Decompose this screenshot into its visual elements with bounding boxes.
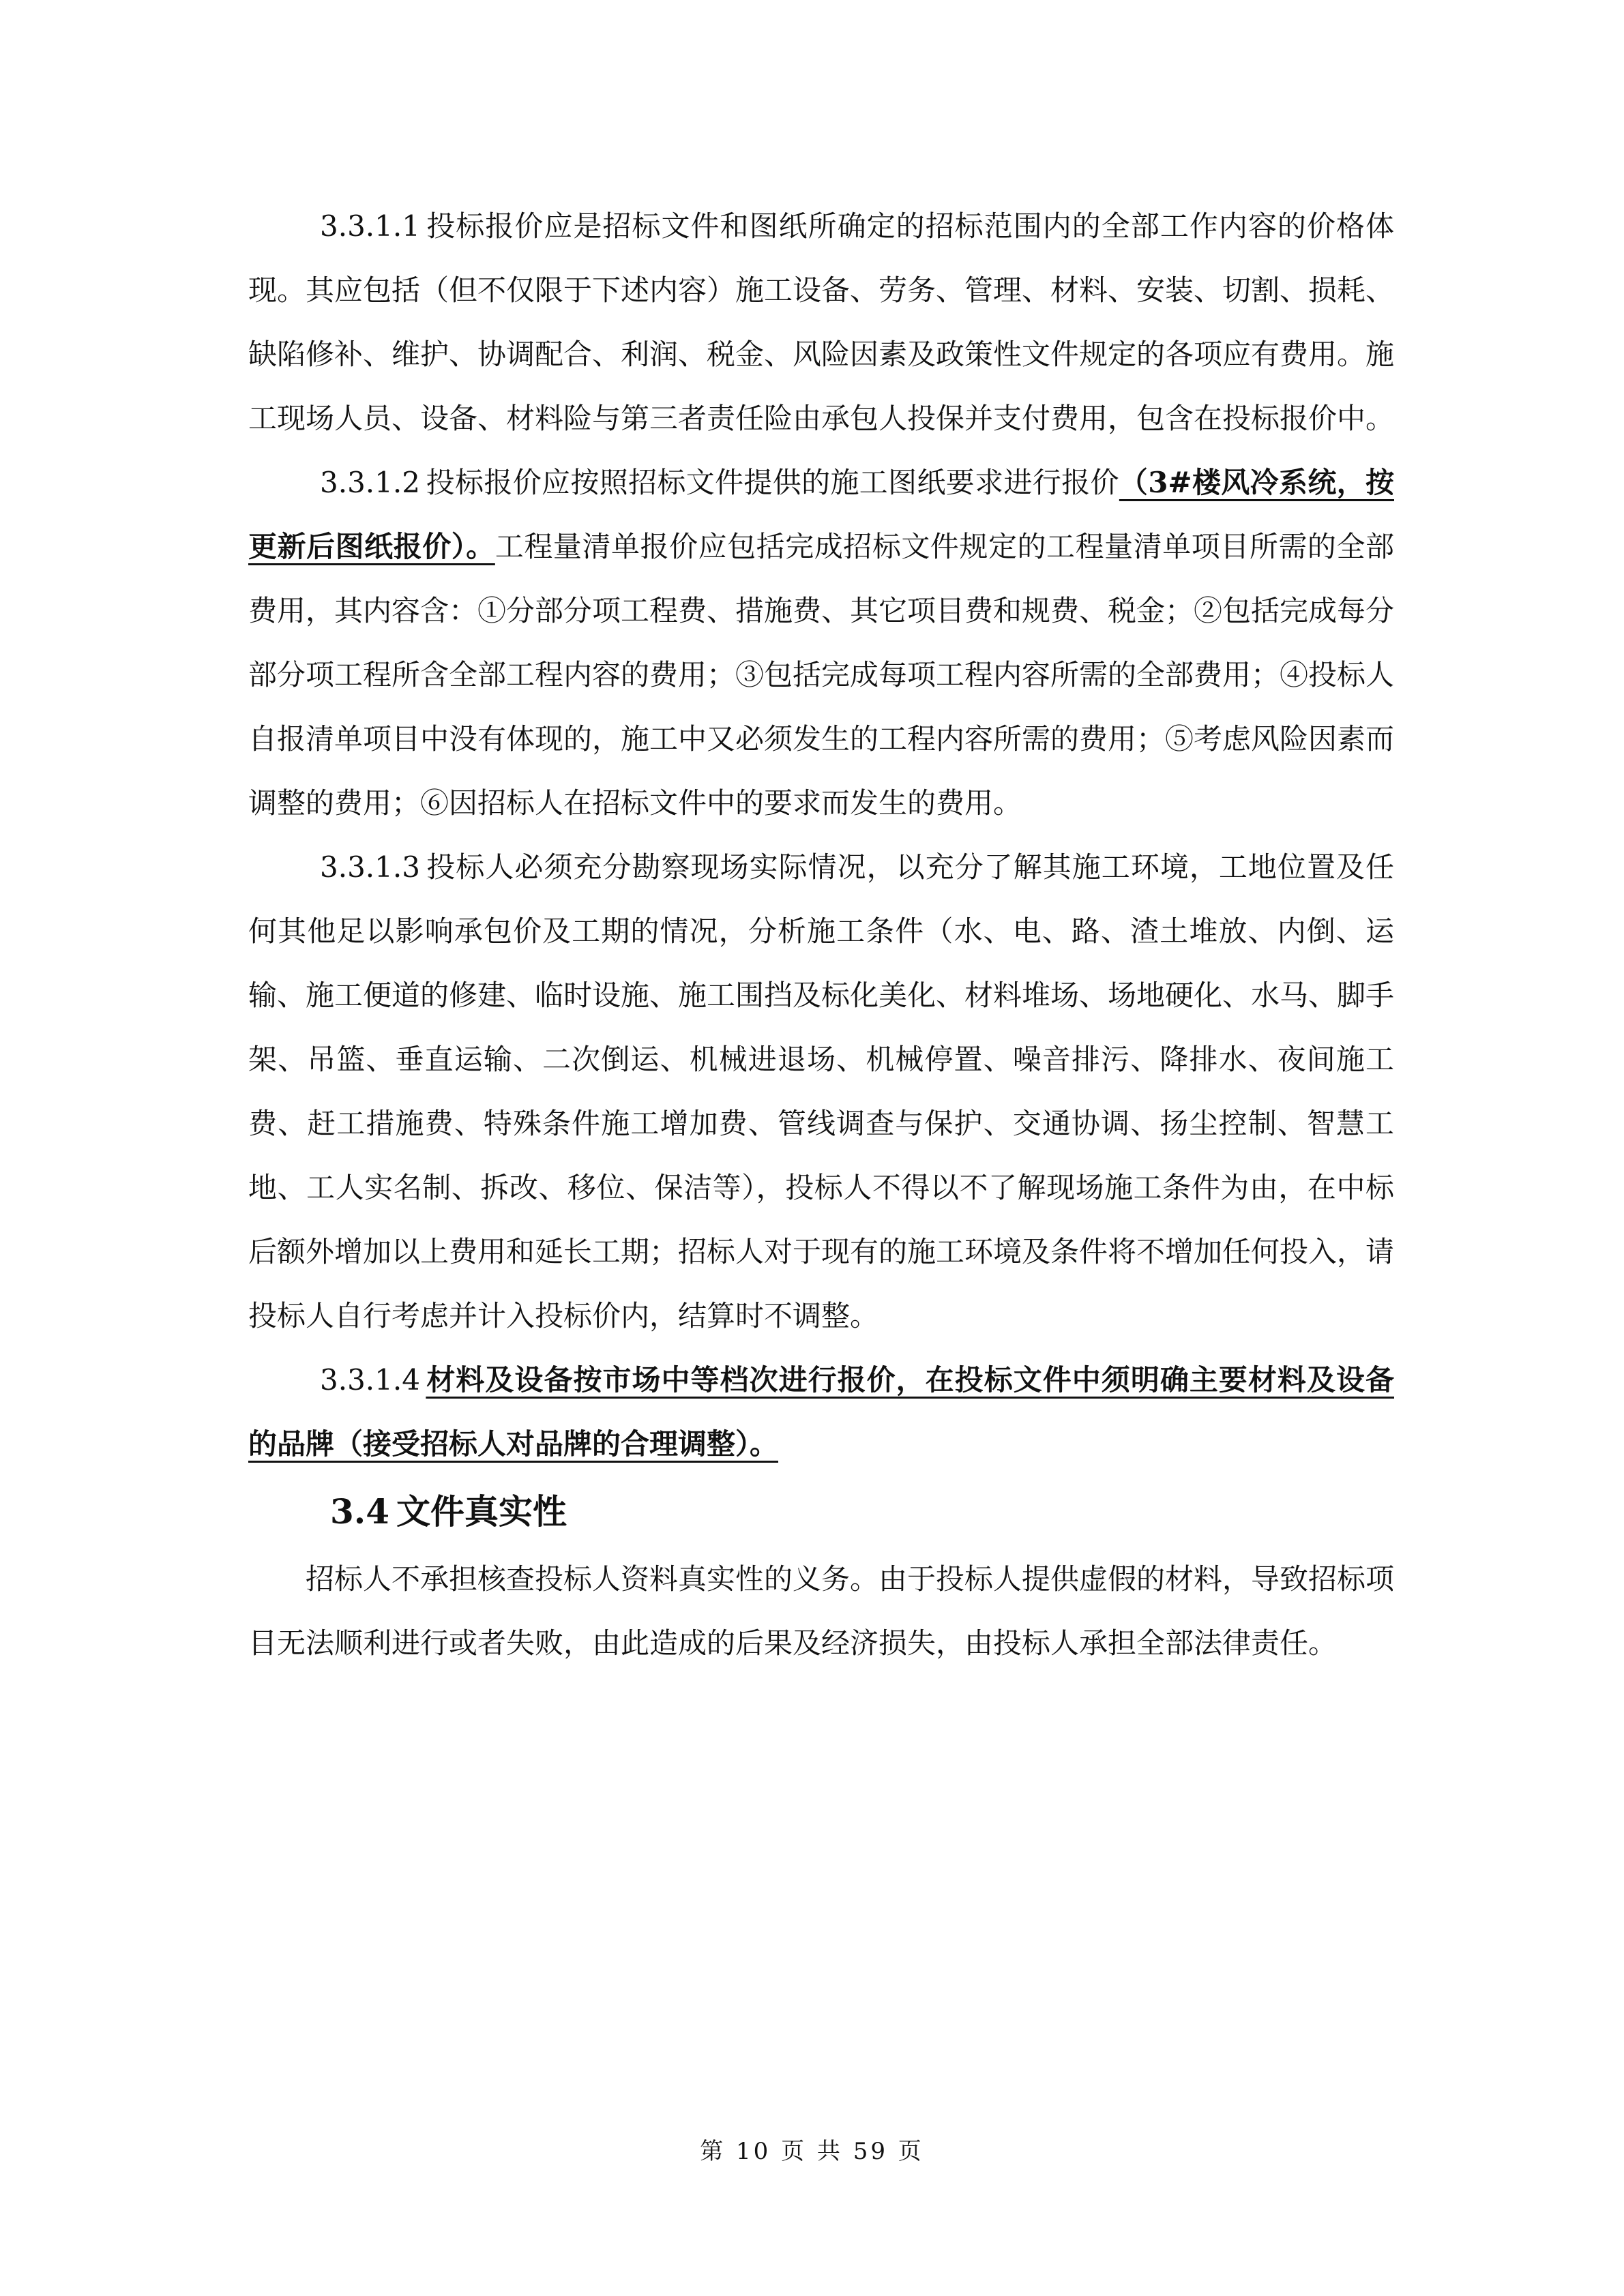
clause-number: 3.3.1.2 [320,466,420,499]
section-title: 文件真实性 [396,1491,567,1532]
paragraph-3-3-1-4 [248,1348,1394,1476]
section-heading [248,1476,1394,1547]
underlined-text: （3#楼风冷系统，按更新后图纸报价）。 [248,466,1394,563]
clause-text: 投标报价应按照招标文件提供的施工图纸要求进行报价 [426,466,1119,499]
paragraph-3-3-1-1 [248,194,1394,451]
clause-number: 3.3.1.4 [320,1363,420,1397]
document-body [248,194,1394,1675]
paragraph-3-3-1-3 [248,835,1394,1348]
underlined-text: 材料及设备按市场中等档次进行报价，在投标文件中须明确主要材料及设备的品牌（接受招标人对品牌的合理调整）。 [248,1363,1394,1461]
clause-text: 投标人必须充分勘察现场实际情况，以充分了解其施工环境，工地位置及任何其他足以影响承包价及工期的情况，分析施工条件（水、电、路、渣土堆放、内倒、运输、施工便道的修建、临时设施、施工围挡及标化美化、材料堆场、场地硬化、水马、脚手架、吊篮、垂直运输、二次倒运、机械进退场、机械停置、噪音排污、降排水、夜间施工费、赶工措施费、特殊条件施工增加费、管线调查与保护、交通协调、扬尘控制、智慧工地、工人实名制、拆改、移位、保洁等），投标人不得以不了解现场施工条件为由，在中标后额外增加以上费用和延长工期；招标人对于现有的施工环境及条件将不增加任何投入，请投标人自行考虑并计入投标价内，结算时不调整。 [248,850,1395,1332]
clause-number: 3.3.1.1 [320,209,420,243]
section-number: 3.4 [330,1491,389,1532]
paragraph-3-3-1-2 [248,451,1394,835]
clause-text: 投标报价应是招标文件和图纸所确定的招标范围内的全部工作内容的价格体现。其应包括（但不仅限于下述内容）施工设备、劳务、管理、材料、安装、切割、损耗、缺陷修补、维护、协调配合、利润、税金、风险因素及政策性文件规定的各项应有费用。施工现场人员、设备、材料险与第三者责任险由承包人投保并支付费用，包含在投标报价中。 [248,209,1395,435]
section-paragraph: 招标人不承担核查投标人资料真实性的义务。由于投标人提供虚假的材料，导致招标项目无法顺利进行或者失败，由此造成的后果及经济损失，由投标人承担全部法律责任。 [248,1562,1395,1660]
clause-text-continued: 工程量清单报价应包括完成招标文件规定的工程量清单项目所需的全部费用，其内容含：①分部分项工程费、措施费、其它项目费和规费、税金；②包括完成每分部分项工程所含全部工程内容的费用；③包括完成每项工程内容所需的全部费用；④投标人自报清单项目中没有体现的，施工中又必须发生的工程内容所需的费用；⑤考虑风险因素而调整的费用；⑥因招标人在招标文件中的要求而发生的费用。 [248,530,1395,820]
page-footer: 第 10 页 共 59 页 [700,2138,924,2165]
clause-number: 3.3.1.3 [320,850,420,884]
